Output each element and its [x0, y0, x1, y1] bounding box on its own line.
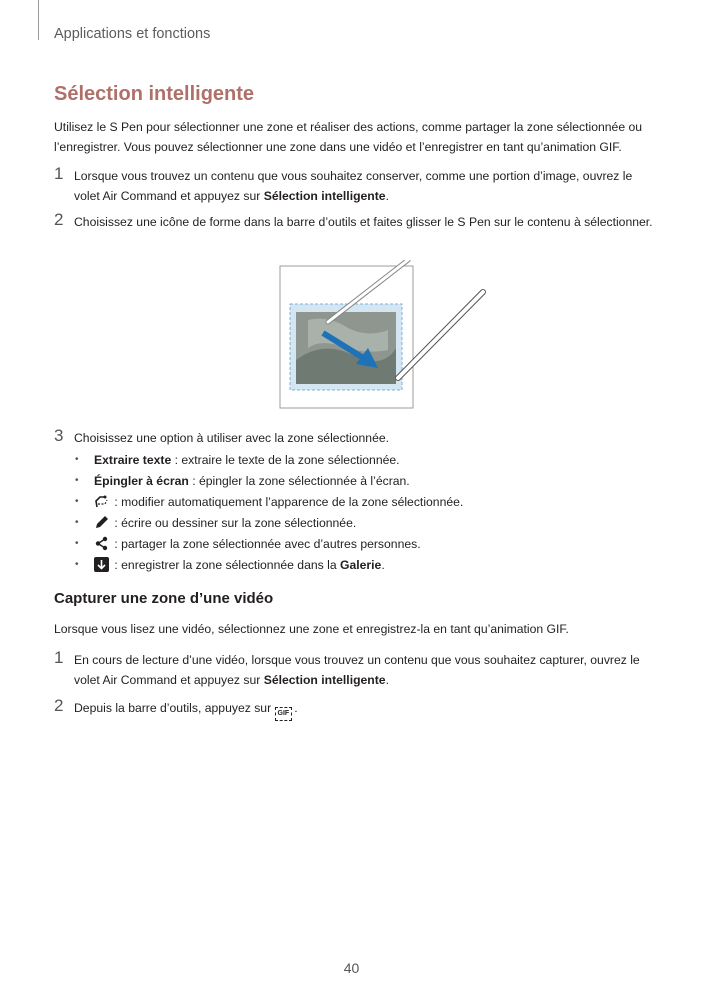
step-number: 2 [54, 696, 64, 715]
list-item: • Extraire texte : extraire le texte de la zone sélectionnée. [75, 453, 400, 467]
section-header: Applications et fonctions [54, 26, 211, 42]
step-number: 1 [54, 648, 64, 667]
intro-paragraph: Utilisez le S Pen pour sélectionner une zone et réaliser des actions, comme partager la zone sélectionnée ou l’enregistrer. Vous pouvez sélectionner une zone dans une vidéo et l’enregistrer en tant qu’animation GIF. [54, 120, 643, 154]
list-item: • : enregistrer la zone sélectionnée dans la Galerie. [75, 558, 385, 572]
video-step-2: 2 Depuis la barre d’outils, appuyez sur GIF . [54, 698, 654, 721]
video-step-1: 1 En cours de lecture d’une vidéo, lorsque vous trouvez un contenu que vous souhaitez capturer, ouvrez le volet Air Command et appuyez sur Sélection intelligente. [54, 648, 640, 687]
step-2: 2 Choisissez une icône de forme dans la barre d’outils et faites glisser le S Pen sur le contenu à sélectionner. [54, 210, 653, 229]
gif-icon: GIF [275, 707, 293, 721]
page-title: Sélection intelligente [54, 83, 255, 105]
step-number: 3 [54, 426, 64, 445]
option-list [74, 450, 674, 576]
share-icon [94, 536, 109, 551]
download-icon [94, 557, 109, 572]
step-1: 1 Lorsque vous trouvez un contenu que vous souhaitez conserver, comme une portion d’image, ouvrez le volet Air Command et appuyez sur Sélection intelligente. [54, 164, 633, 203]
list-item: • : partager la zone sélectionnée avec d’autres personnes. [75, 537, 421, 551]
step-number: 2 [54, 210, 64, 229]
list-item: • Épingler à écran : épingler la zone sélectionnée à l’écran. [75, 474, 410, 488]
page-number: 40 [343, 960, 360, 976]
video-intro: Lorsque vous lisez une vidéo, sélectionnez une zone et enregistrez-la en tant qu’animation GIF. [54, 622, 569, 636]
section-subtitle: Capturer une zone d’une vidéo [54, 590, 274, 607]
smart-select-illustration [268, 260, 498, 420]
step-number: 1 [54, 164, 64, 183]
step-3: 3 Choisissez une option à utiliser avec la zone sélectionnée. [54, 426, 390, 445]
header-rule [38, 0, 39, 40]
pen-icon [94, 515, 109, 530]
list-item: • : écrire ou dessiner sur la zone sélectionnée. [75, 516, 357, 530]
list-item: • : modifier automatiquement l’apparence de la zone sélectionnée. [75, 495, 464, 509]
auto-adjust-icon [94, 494, 109, 509]
